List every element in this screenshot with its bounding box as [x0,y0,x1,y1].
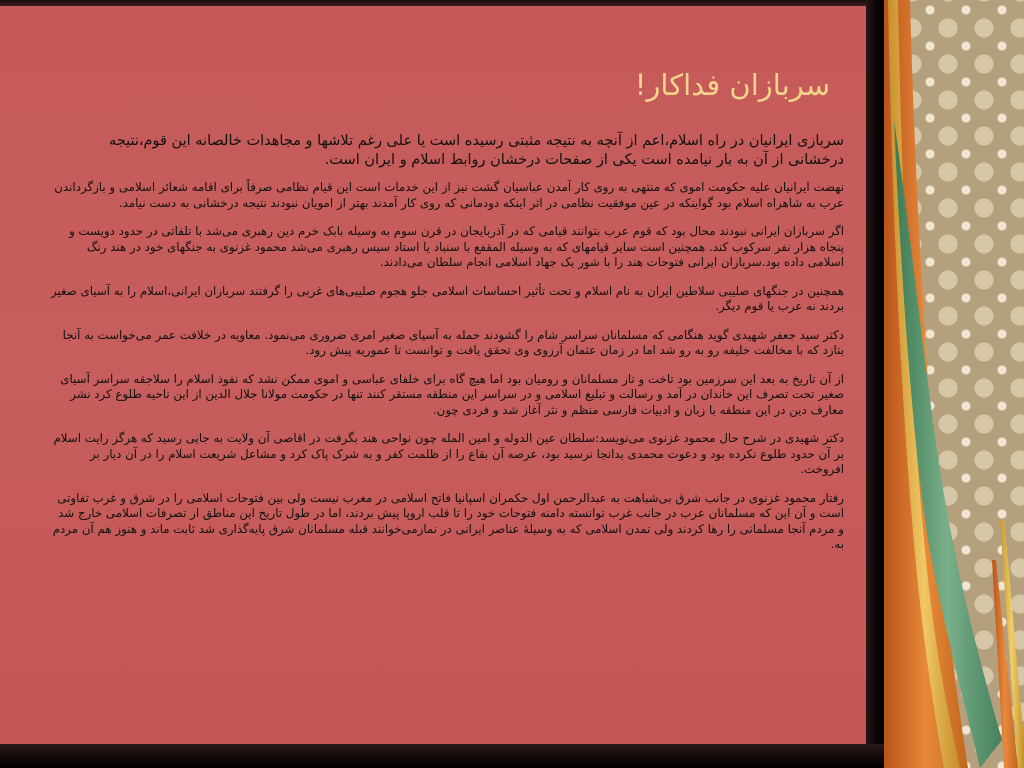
decorative-side-pattern [884,0,1024,768]
frame-bottom-edge [0,744,884,768]
lead-paragraph: سربازی ایرانیان در راه اسلام،اعم از آنچه به نتیجه مثبتی رسیده است یا علی رغم تلاشها و مجاهدات خالصانه این قوم،نتیجه درخشانی از آن به بار نیامده است یکی از صفحات درخشان روابط اسلام و ایران است. [108,133,844,168]
slide-body [50,132,844,566]
decorative-curtain-graphic [884,0,1024,768]
body-paragraph-5: از آن تاریخ به بعد این سرزمین بود تاخت و تاز مسلمانان و رومیان بود اما هیچ گاه برای خلفای عباسی و اموی ممکن نشد که نفوذ اسلام را سلاجقه سراسر آسیای صغیر تحت تصرف این خاندان در آمد و رسالت و تبلیغ اسلامی و در سراسر این منطقه مستقر کنند تنها در حکومت مولانا جلال الدین از این ناحیه طلوع کرد نشر معارف دین در این منطقه با زبان و ادبیات فارسی منظم و نثر آغاز شد و فردی چون. [60,371,844,417]
body-paragraph-6: دکتر شهیدی در شرح حال محمود غزنوی می‌نویسد:سلطان عین الدوله و امین المله چون نواحی هند بگرفت در اقاصی آن ولایت به جایی رسید که هرگز رایت اسلام بر آن حدود طلوع نکرده بود و دعوت محمدی بدانجا نرسید بود، عرصه آن بقاع را از ظلمت کفر و به شرک پاک کرد و مشاعل شریعت اسلام را در آن دیار بر افروخت. [53,431,844,476]
body-paragraph-1: نهضت ایرانیان علیه حکومت اموی که منتهی به روی کار آمدن عباسیان گشت نیز از این خدمات است این قیام نظامی صرفاً برای اقامه شعائر اسلامی و بازگرداندن عرب به شاهراه اسلام بود گواینکه در عین موفقیت نظامی در اثر اینکه دودمانی که روی کار آمدند بهتر از امویان نبودند نتیجه درخشانی به دست نیامد. [54,180,844,210]
slide-title: سربازان فداکار! [634,68,830,102]
body-paragraph-3: همچنین در جنگهای صلیبی سلاطین ایران به نام اسلام و تحت تأثیر احساسات اسلامی جلو هجوم صلیبی‌های غربی را گرفتند سربازان ایرانی،اسلام را به آسیای صغیر بردند نه عرب یا قوم دیگر. [50,283,844,313]
body-paragraph-7: رفتار محمود غزنوی در جانب شرق بی‌شباهت به عبدالرحمن اول حکمران اسپانیا فاتح اسلامی در مغرب نیست ولی بین فتوحات اسلامی را در شرق و غرب تفاوتی است و آن این که مسلمانان عرب در جانب غرب توانسته دامنه فتوحات خود را تا قلب اروپا پیش بردند، اما در طول تاریخ این مناطق از تصرفات اسلامی خارج شد و مردم آنجا مسلمانی را رها کردند ولی تمدن اسلامی که به وسیلهٔ عناصر ایرانی در نمازمی‌خوانند قبله مسلمانان شرق پایه‌گذاری شد ثابت ماند و هنوز هم آن مردم به. [52,490,844,551]
body-paragraph-2: اگر سربازان ایرانی نبودند محال بود که قوم عرب بتوانند قیامی که در آذربایجان در قرن سوم به وسیله بابک خرم دین رهبری می‌شد با تلفاتی در حدود دویست و پنجاه هزار نفر سرکوب کند. همچنین است سایر قیامهای که به وسیله المقفع با سنباد یا استاد سیس رهبری می‌شد محمود غزنوی به جنگهای خود در هند رنگ اسلامی داده بود.سربازان ایرانی فتوحات هند را با شور یک جهاد اسلامی انجام سلطان می‌دادند. [69,224,844,269]
frame-top-edge [0,0,880,6]
frame-right-edge [866,0,884,768]
body-paragraph-4: دکتر سید جعفر شهیدی گوید هنگامی که مسلمانان سراسر شام را گشودند حمله به آسیای صغیر امری ضروری می‌نمود. معاویه در خلافت عمر می‌خواست به آنجا بتازد که با مخالفت خلیفه رو به رو شد اما در زمان عثمان آرزوی وی تحقق یافت و توانست تا عموریه پیش رود. [62,327,844,357]
